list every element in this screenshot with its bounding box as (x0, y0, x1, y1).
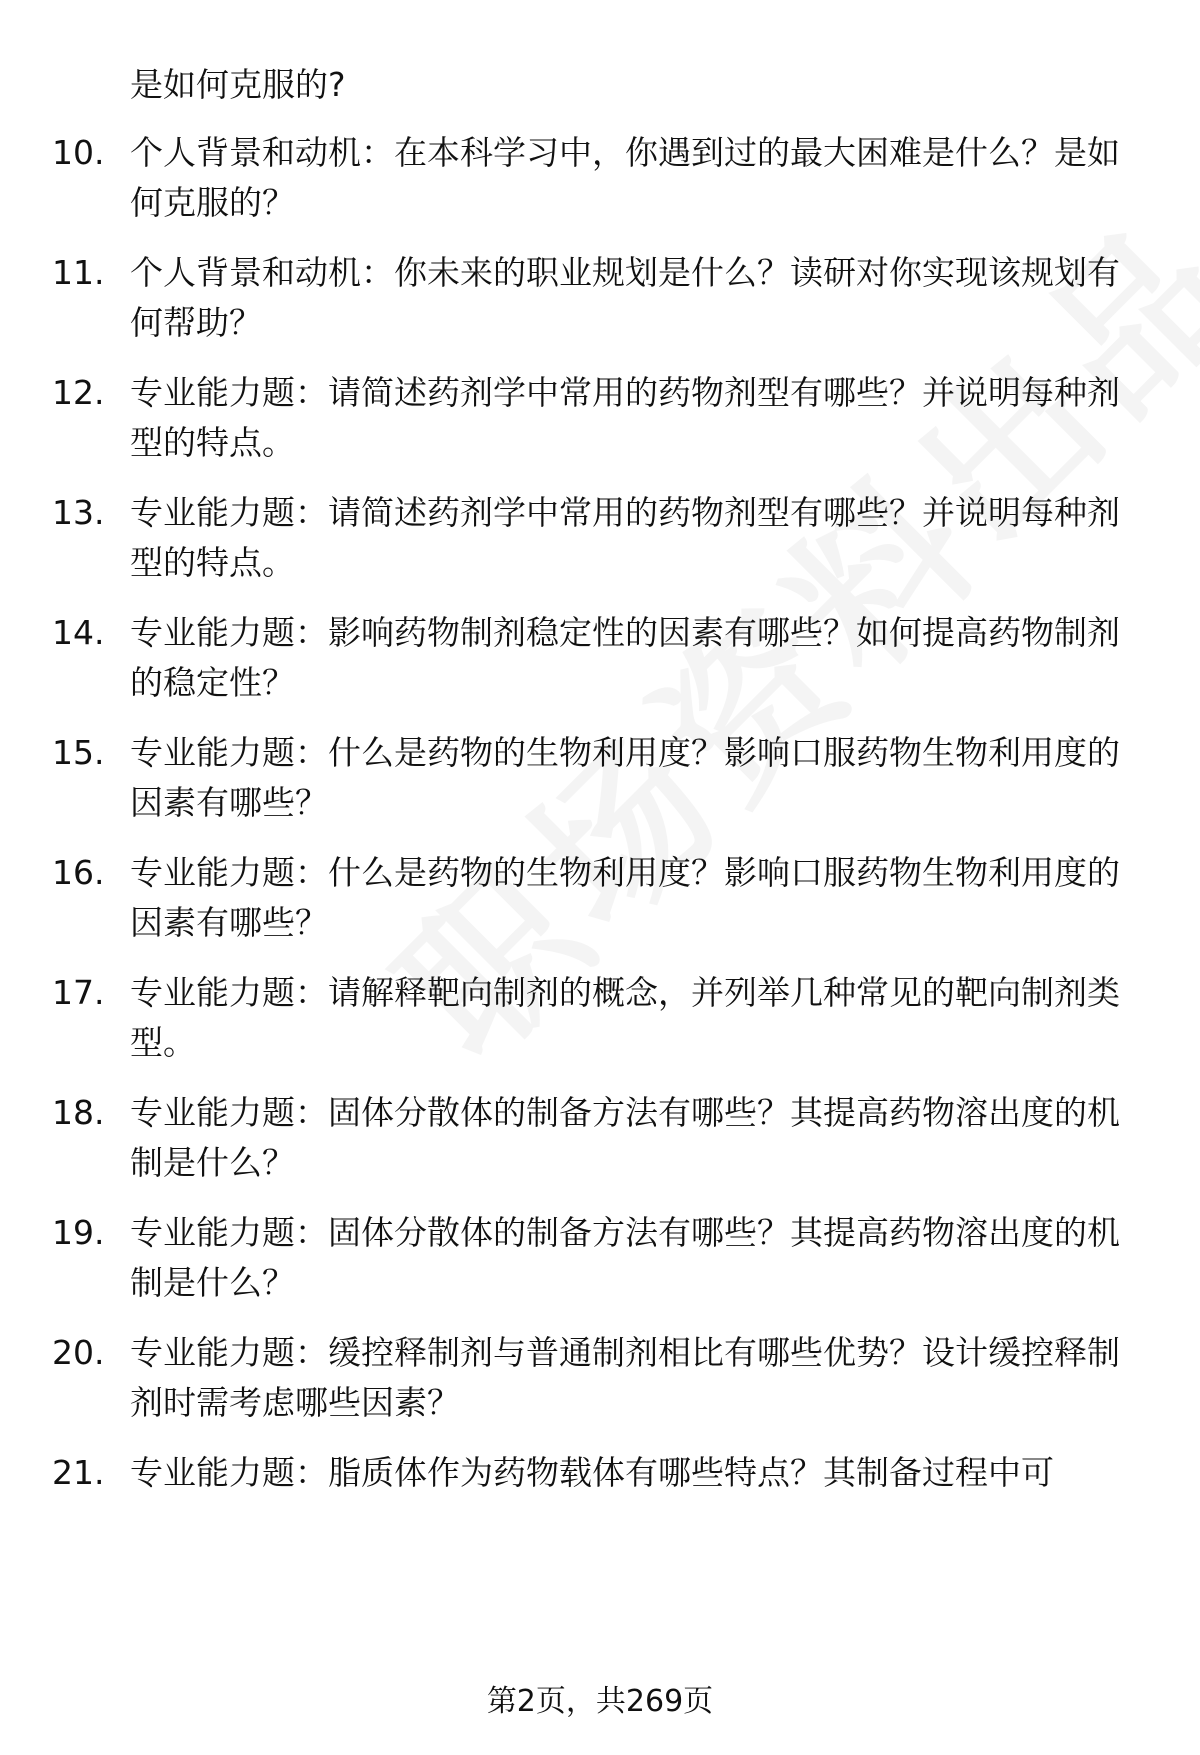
list-item (52, 1448, 1152, 1498)
list-item (52, 728, 1152, 828)
list-item (52, 128, 1152, 228)
item-text: 专业能力题：请简述药剂学中常用的药物剂型有哪些？并说明每种剂型的特点。 (130, 493, 1120, 582)
list-item (52, 488, 1152, 588)
page-footer: 第2页，共269页 (486, 1684, 714, 1719)
list-item (52, 1208, 1152, 1308)
item-text: 专业能力题：请简述药剂学中常用的药物剂型有哪些？并说明每种剂型的特点。 (130, 373, 1120, 462)
item-number: 18. (52, 1093, 105, 1132)
item-number: 13. (52, 493, 105, 532)
item-text: 专业能力题：脂质体作为药物载体有哪些特点？其制备过程中可 (130, 1453, 1054, 1492)
item-text: 个人背景和动机：在本科学习中，你遇到过的最大困难是什么？是如何克服的？ (130, 133, 1120, 222)
item-number: 10. (52, 133, 105, 172)
item-number: 17. (52, 973, 105, 1012)
list-item (52, 848, 1152, 948)
item-number: 20. (52, 1333, 105, 1372)
list-item (52, 1328, 1152, 1428)
continuation-line: 是如何克服的? (130, 65, 346, 104)
list-item (52, 608, 1152, 708)
item-number: 14. (52, 613, 105, 652)
item-text: 专业能力题：固体分散体的制备方法有哪些？其提高药物溶出度的机制是什么？ (130, 1093, 1120, 1182)
item-number: 21. (52, 1453, 105, 1492)
item-text: 专业能力题：什么是药物的生物利用度？影响口服药物生物利用度的因素有哪些？ (130, 853, 1120, 942)
item-text: 专业能力题：缓控释制剂与普通制剂相比有哪些优势？设计缓控释制剂时需考虑哪些因素？ (130, 1333, 1120, 1422)
item-number: 16. (52, 853, 105, 892)
item-text: 专业能力题：什么是药物的生物利用度？影响口服药物生物利用度的因素有哪些？ (130, 733, 1120, 822)
item-text: 专业能力题：影响药物制剂稳定性的因素有哪些？如何提高药物制剂的稳定性？ (130, 613, 1120, 702)
list-item (52, 968, 1152, 1068)
item-number: 12. (52, 373, 105, 412)
item-number: 15. (52, 733, 105, 772)
item-text: 专业能力题：请解释靶向制剂的概念，并列举几种常见的靶向制剂类型。 (130, 973, 1120, 1062)
item-number: 11. (52, 253, 105, 292)
list-item (52, 248, 1152, 348)
item-number: 19. (52, 1213, 105, 1252)
item-text: 专业能力题：固体分散体的制备方法有哪些？其提高药物溶出度的机制是什么？ (130, 1213, 1120, 1302)
list-item (52, 368, 1152, 468)
item-text: 个人背景和动机：你未来的职业规划是什么？读研对你实现该规划有何帮助？ (130, 253, 1120, 342)
list-item (52, 1088, 1152, 1188)
